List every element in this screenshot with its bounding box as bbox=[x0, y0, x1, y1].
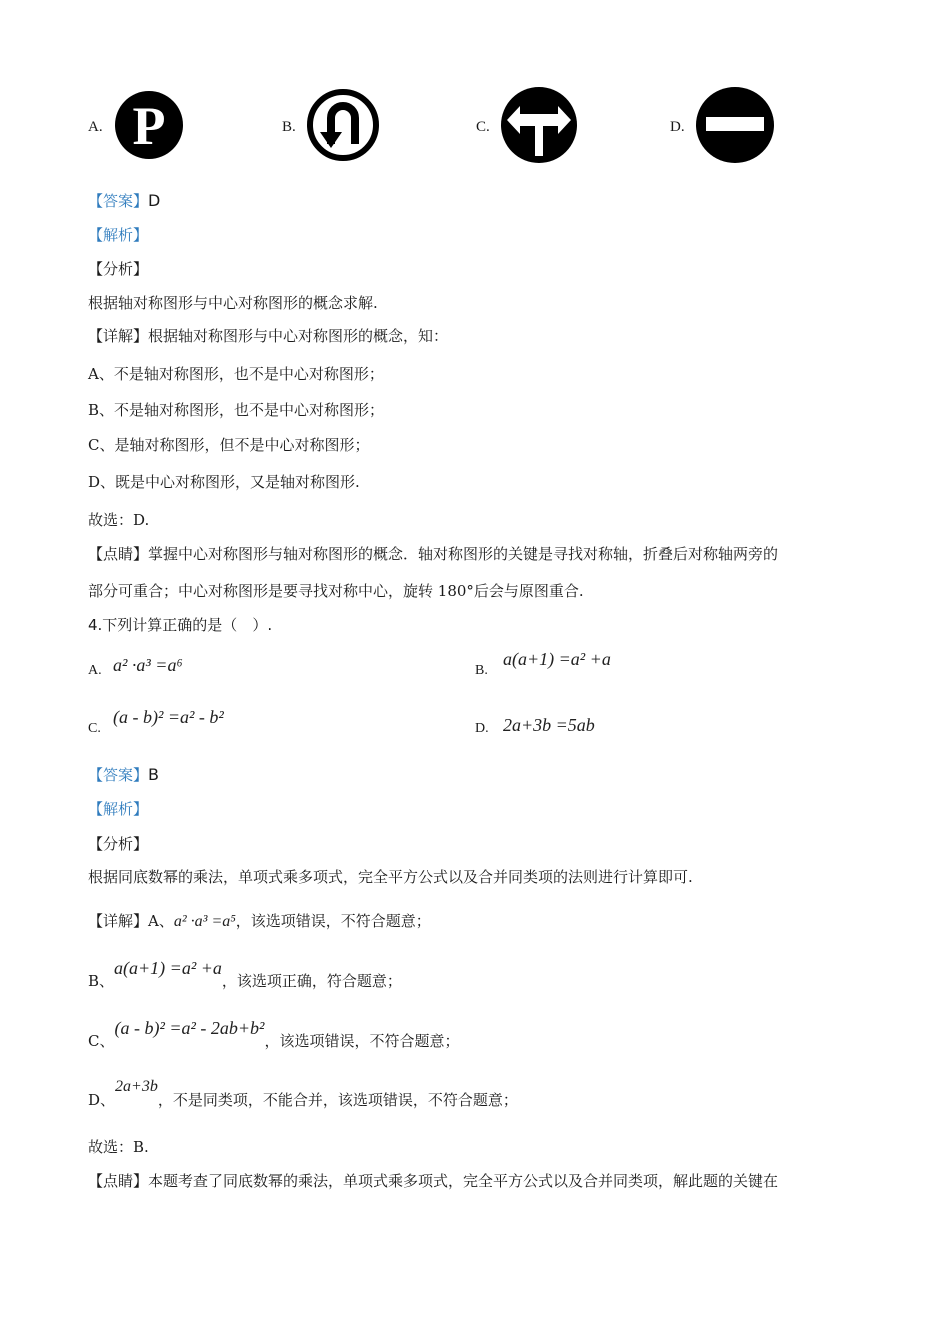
q4-detail-a-formula: a² ·a³ =a⁵ bbox=[173, 913, 236, 930]
q4-detail-b-tail: ，该选项正确，符合题意； bbox=[221, 972, 402, 990]
q4-detail-a bbox=[88, 910, 431, 931]
q4-detail-d-tail: ，不是同类项，不能合并，该选项错误，不符合题意； bbox=[157, 1091, 518, 1109]
option-b-label: B. bbox=[282, 119, 296, 135]
question-4-title: 4.下列计算正确的是（ ）. bbox=[88, 616, 273, 634]
q4-analysis-tag: 【解析】 bbox=[88, 800, 149, 818]
q4-detail-a-tail: ，该选项错误，不符合题意； bbox=[235, 912, 431, 930]
q4-answer-tag: 【答案】 bbox=[88, 766, 149, 784]
u-turn-sign-icon bbox=[306, 88, 380, 162]
q4-detail-b bbox=[88, 958, 402, 990]
q4-fenxi-text: 根据同底数幂的乘法，单项式乘多项式，完全平方公式以及合并同类项的法则进行计算即可. bbox=[88, 868, 693, 886]
detail-option-b: B、不是轴对称图形，也不是中心对称图形； bbox=[88, 401, 385, 419]
q4-choose-line: 故选：B. bbox=[88, 1138, 149, 1156]
q4-detail-b-formula: a(a+1) =a² +a bbox=[114, 958, 222, 978]
q4-detail-prefix: 【详解】A、 bbox=[88, 912, 174, 930]
q4-option-c-label: C. bbox=[88, 721, 101, 736]
q4-option-a-formula: a² ·a³ =a⁶ bbox=[113, 655, 183, 675]
turn-left-right-sign-icon bbox=[500, 86, 578, 164]
detail-option-d: D、既是中心对称图形，又是轴对称图形. bbox=[88, 473, 360, 491]
q4-option-c-formula: (a - b)² =a² - b² bbox=[113, 707, 224, 727]
q4-option-a-label: A. bbox=[88, 663, 102, 678]
option-c-label: C. bbox=[476, 119, 490, 135]
analysis-tag: 【解析】 bbox=[88, 226, 149, 244]
tip-line-1: 【点睛】掌握中心对称图形与轴对称图形的概念．轴对称图形的关键是寻找对称轴，折叠后对称轴两旁的 bbox=[88, 545, 779, 563]
fenxi-tag: 【分析】 bbox=[88, 260, 149, 278]
q4-detail-d-prefix: D、 bbox=[88, 1091, 116, 1109]
tip-line-2: 部分可重合；中心对称图形是要寻找对称中心，旋转 180°后会与原图重合. bbox=[88, 582, 584, 600]
q4-detail-d-formula: 2a+3b bbox=[115, 1078, 158, 1095]
q4-detail-c-prefix: C、 bbox=[88, 1032, 115, 1050]
q4-answer-value: B bbox=[148, 765, 159, 784]
detail-option-a: A、不是轴对称图形，也不是中心对称图形； bbox=[88, 365, 384, 383]
q3-answer-line bbox=[88, 190, 160, 211]
answer-value: D bbox=[148, 191, 161, 210]
fenxi-text: 根据轴对称图形与中心对称图形的概念求解. bbox=[88, 294, 378, 312]
q4-detail-b-prefix: B、 bbox=[88, 972, 115, 990]
choose-line: 故选：D. bbox=[88, 511, 150, 529]
q4-option-d-formula: 2a+3b =5ab bbox=[503, 715, 595, 735]
q4-detail-c bbox=[88, 1018, 460, 1050]
parking-sign-icon bbox=[114, 90, 184, 160]
q4-option-b-formula: a(a+1) =a² +a bbox=[503, 649, 611, 669]
q4-detail-c-tail: ，该选项错误，不符合题意； bbox=[264, 1032, 460, 1050]
q4-detail-c-formula: (a - b)² =a² - 2ab+b² bbox=[114, 1018, 265, 1038]
q4-option-d-label: D. bbox=[475, 721, 489, 736]
parking-sign-letter: P bbox=[132, 96, 166, 156]
detail-line: 【详解】根据轴对称图形与中心对称图形的概念，知： bbox=[88, 327, 449, 345]
q4-tip-line-1: 【点睛】本题考查了同底数幂的乘法，单项式乘多项式，完全平方公式以及合并同类项，解此题的关键在 bbox=[88, 1172, 779, 1190]
q4-detail-d bbox=[88, 1075, 518, 1109]
no-entry-sign-icon bbox=[695, 86, 775, 164]
q4-fenxi-tag: 【分析】 bbox=[88, 835, 149, 853]
option-a-label: A. bbox=[88, 119, 103, 135]
q4-option-b-label: B. bbox=[475, 663, 488, 678]
option-d-label: D. bbox=[670, 119, 685, 135]
detail-option-c: C、是轴对称图形，但不是中心对称图形； bbox=[88, 436, 370, 454]
q4-answer-line bbox=[88, 764, 159, 785]
answer-tag: 【答案】 bbox=[88, 192, 149, 210]
